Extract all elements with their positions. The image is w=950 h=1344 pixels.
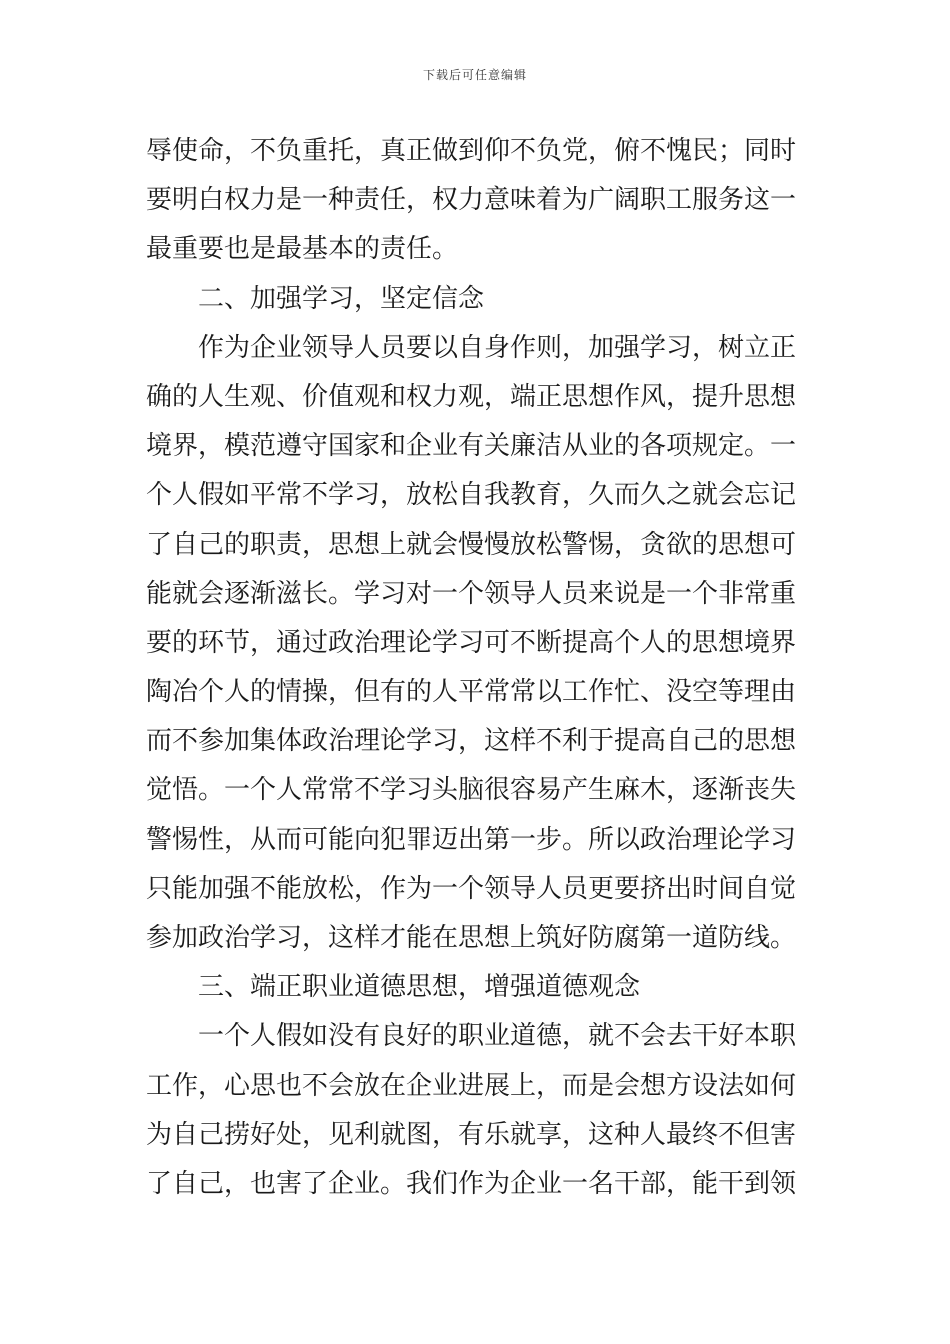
text-line: 只能加强不能放松，作为一个领导人员更要挤出时间自觉 — [146, 873, 797, 904]
text-line: 最重要也是最基本的责任。 — [146, 234, 459, 265]
text-line: 而不参加集体政治理论学习，这样不利于提高自己的思想 — [146, 726, 797, 757]
text-line: 工作，心思也不会放在企业进展上，而是会想方设法如何 — [146, 1070, 797, 1101]
section-heading: 二、加强学习，坚定信念 — [198, 283, 485, 314]
text-line: 觉悟。一个人常常不学习头脑很容易产生麻木，逐渐丧失 — [146, 775, 797, 806]
text-line: 了自己的职责，思想上就会慢慢放松警惕，贪欲的思想可 — [146, 529, 797, 560]
text-line: 了自己，也害了企业。我们作为企业一名干部，能干到领 — [146, 1168, 797, 1199]
document-body — [146, 127, 806, 1209]
page-header: 下载后可任意编辑 — [422, 68, 527, 82]
text-line: 参加政治学习，这样才能在思想上筑好防腐第一道防线。 — [146, 923, 797, 953]
text-line: 确的人生观、价值观和权力观，端正思想作风，提升思想 — [146, 381, 797, 412]
text-line: 境界，模范遵守国家和企业有关廉洁从业的各项规定。一 — [146, 431, 797, 462]
paragraph-start: 作为企业领导人员要以自身作则，加强学习，树立正 — [198, 332, 797, 363]
text-line: 要的环节，通过政治理论学习可不断提高个人的思想境界 — [146, 627, 797, 658]
text-line: 要明白权力是一种责任，权力意味着为广阔职工服务这一 — [146, 185, 797, 216]
text-line: 为自己捞好处，见利就图，有乐就享，这种人最终不但害 — [146, 1119, 797, 1150]
paragraph-start: 一个人假如没有良好的职业道德，就不会去干好本职 — [198, 1021, 797, 1052]
text-line: 个人假如平常不学习，放松自我教育，久而久之就会忘记 — [146, 480, 797, 511]
text-line: 能就会逐渐滋长。学习对一个领导人员来说是一个非常重 — [146, 578, 797, 609]
text-line: 辱使命，不负重托，真正做到仰不负党，俯不愧民；同时 — [146, 136, 797, 166]
text-line: 警惕性，从而可能向犯罪迈出第一步。所以政治理论学习 — [146, 824, 797, 855]
section-heading: 三、端正职业道德思想，增强道德观念 — [198, 972, 641, 1003]
text-line: 陶冶个人的情操，但有的人平常常以工作忙、没空等理由 — [146, 677, 797, 708]
